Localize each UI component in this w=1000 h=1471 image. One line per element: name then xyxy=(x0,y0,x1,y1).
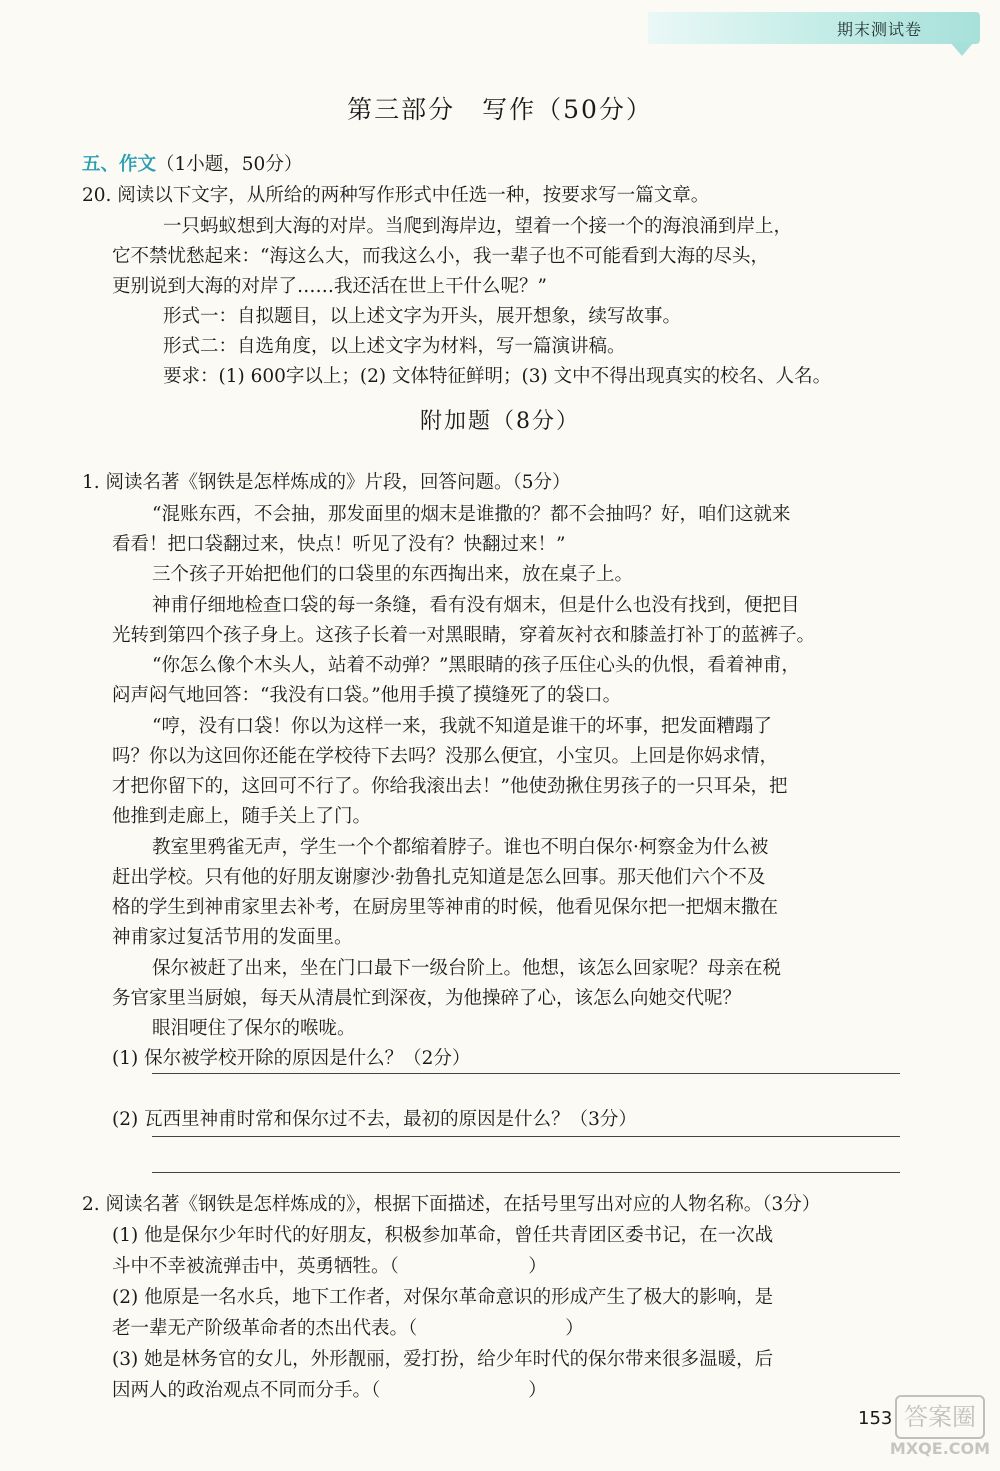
q1-passage-line: 务官家里当厨娘，每天从清晨忙到深夜，为他操碎了心，该怎么向她交代呢？ xyxy=(112,988,742,1009)
q1-sub-question-2: (2) 瓦西里神甫时常和保尔过不去，最初的原因是什么？（3分） xyxy=(112,1109,637,1130)
q1-passage-line: 三个孩子开始把他们的口袋里的东西掏出来，放在桌子上。 xyxy=(152,564,634,585)
essay-passage-line: 更别说到大海的对岸了……我还活在世上干什么呢？” xyxy=(112,276,547,297)
header-tab-label: 期末测试卷 xyxy=(836,20,922,39)
part3-title: 第三部分 写作（50分） xyxy=(347,95,653,124)
q2-item-line[interactable]: 因两人的政治观点不同而分手。（ ） xyxy=(112,1380,547,1401)
essay-question-intro: 20. 阅读以下文字，从所给的两种写作形式中任选一种，按要求写一篇文章。 xyxy=(82,185,710,206)
q1-passage-line: 神甫家过复活节用的发面里。 xyxy=(112,927,353,948)
watermark-seal: 答案圈 xyxy=(895,1395,985,1439)
watermark-logo xyxy=(885,1395,995,1465)
q1-passage-line: 闷声闷气地回答：“我没有口袋。”他用手摸了摸缝死了的袋口。 xyxy=(112,685,622,706)
q2-item-line: (3) 她是林务官的女儿，外形靓丽，爱打扮，给少年时代的保尔带来很多温暖，后 xyxy=(112,1349,774,1370)
q1-passage-line: 才把你留下的，这回可不行了。你给我滚出去！”他使劲揪住男孩子的一只耳朵，把 xyxy=(112,776,788,797)
q1-passage-line: 他推到走廊上，随手关上了门。 xyxy=(112,806,372,827)
q1-passage-line: 神甫仔细地检查口袋的每一条缝，看有没有烟末，但是什么也没有找到，便把目 xyxy=(152,595,800,616)
q1-sub-question-1: (1) 保尔被学校开除的原因是什么？（2分） xyxy=(112,1048,471,1069)
page-number: 153 xyxy=(858,1408,893,1429)
q1-passage-line: 赶出学校。只有他的好朋友谢廖沙·勃鲁扎克知道是怎么回事。那天他们六个不及 xyxy=(112,867,766,888)
q2-intro: 2. 阅读名著《钢铁是怎样炼成的》，根据下面描述，在括号里写出对应的人物名称。（3分） xyxy=(82,1194,821,1215)
q1-passage-line: “哼，没有口袋！你以为这样一来，我就不知道是谁干的坏事，把发面糟蹋了 xyxy=(152,716,772,737)
q1-passage-line: 吗？你以为这回你还能在学校待下去吗？没那么便宜，小宝贝。上回是你妈求情， xyxy=(112,746,779,767)
q1-passage-line: “混账东西，不会抽，那发面里的烟末是谁撒的？都不会抽吗？好，咱们这就来 xyxy=(152,504,791,525)
q1-answer-line-2[interactable] xyxy=(152,1136,900,1137)
watermark-site: MXQE.COM xyxy=(889,1439,991,1458)
q2-item-line: (1) 他是保尔少年时代的好朋友，积极参加革命，曾任共青团区委书记，在一次战 xyxy=(112,1225,774,1246)
q2-item-line: (2) 他原是一名水兵，地下工作者，对保尔革命意识的形成产生了极大的影响，是 xyxy=(112,1287,774,1308)
q1-passage-line: 格的学生到神甫家里去补考，在厨房里等神甫的时候，他看见保尔把一把烟末撒在 xyxy=(112,897,779,918)
q1-passage-line: “你怎么像个木头人，站着不动弹？”黑眼睛的孩子压住心头的仇恨，看着神甫， xyxy=(152,655,800,676)
header-tab xyxy=(648,12,980,44)
q2-item-line[interactable]: 老一辈无产阶级革命者的杰出代表。（ ） xyxy=(112,1318,584,1339)
q1-passage-line: 保尔被赶了出来，坐在门口最下一级台阶上。他想，该怎么回家呢？母亲在税 xyxy=(152,958,782,979)
q1-passage-line: 眼泪哽住了保尔的喉咙。 xyxy=(152,1018,356,1039)
q1-intro: 1. 阅读名著《钢铁是怎样炼成的》片段，回答问题。（5分） xyxy=(82,472,571,493)
essay-section-heading xyxy=(82,150,302,176)
q1-passage-line: 看看！把口袋翻过来，快点！听见了没有？快翻过来！” xyxy=(112,534,566,555)
q1-answer-line-3[interactable] xyxy=(152,1172,900,1173)
essay-passage-line: 它不禁忧愁起来：“海这么大，而我这么小，我一辈子也不可能看到大海的尽头， xyxy=(112,246,769,267)
tab-notch-shape xyxy=(950,42,974,56)
q1-passage-line: 教室里鸦雀无声，学生一个个都缩着脖子。谁也不明白保尔·柯察金为什么被 xyxy=(152,837,769,858)
q1-passage-line: 光转到第四个孩子身上。这孩子长着一对黑眼睛，穿着灰衬衣和膝盖打补丁的蓝裤子。 xyxy=(112,625,816,646)
essay-section-points: （1小题，50分） xyxy=(156,154,303,175)
essay-requirement: 要求：(1) 600字以上；(2) 文体特征鲜明；(3) 文中不得出现真实的校名、人名。 xyxy=(163,366,832,387)
essay-form-two: 形式二：自选角度，以上述文字为材料，写一篇演讲稿。 xyxy=(163,336,626,357)
essay-passage-line: 一只蚂蚁想到大海的对岸。当爬到海岸边，望着一个接一个的海浪涌到岸上， xyxy=(163,216,793,237)
essay-form-one: 形式一：自拟题目，以上述文字为开头，展开想象，续写故事。 xyxy=(163,306,682,327)
bonus-title: 附加题（8分） xyxy=(420,409,580,434)
q2-item-line[interactable]: 斗中不幸被流弹击中，英勇牺牲。（ ） xyxy=(112,1256,547,1277)
q1-answer-line-1[interactable] xyxy=(152,1073,900,1074)
essay-section-label: 五、作文 xyxy=(82,154,157,175)
